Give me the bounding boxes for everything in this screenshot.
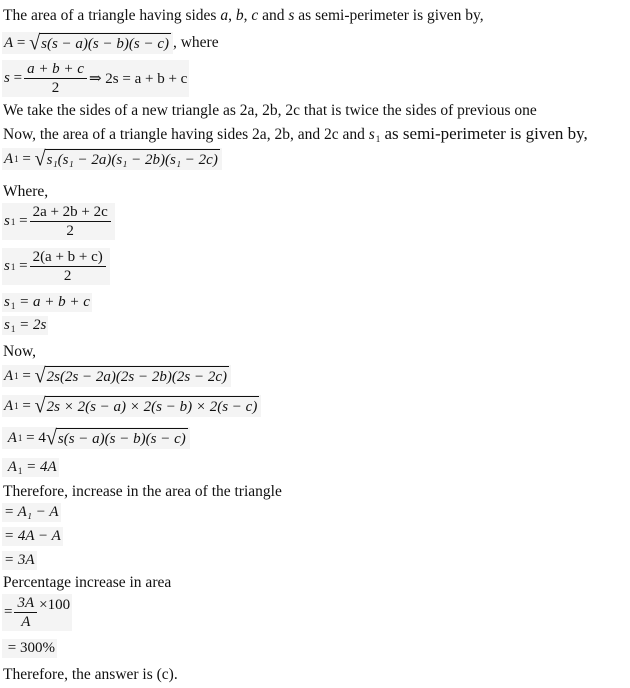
- where-label: Where,: [3, 183, 49, 200]
- intro-line: [3, 7, 484, 25]
- intro-text: The area of a triangle having sides: [3, 7, 221, 24]
- comma: ,: [228, 7, 236, 24]
- denominator: A: [21, 614, 31, 630]
- radicand: 2s × 2(s − a) × 2(s − b) × 2(s − c): [46, 399, 258, 415]
- var-c: c: [251, 7, 259, 24]
- now-text: Now, the area of a triangle having sides 2a, 2b, and 2c and: [3, 126, 369, 143]
- sqrt: √ s₁(s₁ − 2a)(s₁ − 2b)(s₁ − 2c): [34, 147, 218, 171]
- a1-result: $A_1 = 4A$: [2, 458, 59, 477]
- comma: ,: [243, 7, 252, 24]
- area-formula: A = √ s(s − a)(s − b)(s − c) , where: [4, 31, 219, 55]
- var-b: b: [235, 7, 244, 24]
- radicand: s(s − a)(s − b)(s − c): [57, 431, 186, 447]
- expression: = 4A − A: [4, 528, 61, 544]
- s1-formula-a: s 1 = $\frac{2a + 2b + 2c}{2}$: [2, 203, 115, 240]
- s1-formula-b: s 1 = $\frac{2(a + b + c)}{2}$: [2, 248, 110, 285]
- var-A: A: [4, 34, 14, 51]
- var-s: s: [4, 70, 10, 86]
- sqrt: √ s(s − a)(s − b)(s − c): [29, 31, 169, 55]
- increase-step-1: [2, 503, 61, 522]
- sqrt: √ s(s − a)(s − b)(s − c): [45, 426, 186, 450]
- numerator: 2(a + b + c): [30, 249, 106, 267]
- percentage-label: Percentage increase in area: [3, 574, 172, 591]
- percentage-result: [2, 639, 57, 658]
- radicand: s(s − a)(s − b)(s − c): [41, 36, 169, 52]
- sqrt: √ 2s(2s − 2a)(2s − 2b)(2s − 2c): [34, 364, 227, 388]
- denominator: 2: [63, 268, 72, 284]
- intro-tail: as semi-perimeter is given by,: [294, 7, 484, 24]
- increase-step-2: [2, 527, 63, 546]
- s1-formula-c: $s_1 = a + b + c$: [4, 294, 90, 311]
- final-answer: Therefore, the answer is (c).: [3, 666, 178, 683]
- now-area-line: Now, the area of a triangle having sides 2a, 2b, and 2c and $s_1$ as semi-perimeter is given by,: [3, 124, 588, 144]
- expression: = 4A: [26, 459, 57, 475]
- a1-step-3: A 1 = 4 √ s(s − a)(s − b)(s − c): [2, 427, 190, 449]
- s1-formula-d: $s_1 = 2s$: [4, 317, 47, 334]
- semi-perimeter-formula: s = $\frac{a + b + c}{2}$ ⇒ 2s = a + b + c: [4, 61, 188, 96]
- now-label: Now,: [3, 343, 37, 360]
- expression: = 3A: [4, 552, 35, 568]
- var-A: A: [4, 150, 14, 167]
- new-area-formula: A 1 = √ s₁(s₁ − 2a)(s₁ − 2b)(s₁ − 2c): [2, 148, 222, 170]
- now-tail: as semi-perimeter is given by,: [380, 124, 588, 143]
- fraction: [24, 61, 87, 96]
- radicand: s₁(s₁ − 2a)(s₁ − 2b)(s₁ − 2c): [46, 152, 218, 168]
- denominator: 2: [66, 223, 74, 239]
- expression: = a + b + c: [19, 294, 90, 310]
- var-s: s: [288, 7, 295, 24]
- increase-label: Therefore, increase in the area of the triangle: [3, 483, 282, 500]
- new-triangle-line: We take the sides of a new triangle as 2a, 2b, 2c that is twice the sides of previous one: [3, 102, 537, 119]
- numerator: a + b + c: [24, 61, 87, 79]
- numerator: 3A: [14, 595, 37, 613]
- expression: = 300%: [7, 640, 55, 656]
- fraction: [30, 204, 111, 239]
- a1-step-2: A 1 = √ 2s × 2(s − a) × 2(s − b) × 2(s − c): [2, 395, 261, 417]
- and-text: and: [258, 7, 289, 24]
- var-a: a: [220, 7, 229, 24]
- increase-step-3: [2, 551, 37, 570]
- numerator: 2a + 2b + 2c: [30, 204, 111, 222]
- fraction: [30, 249, 106, 284]
- expression: = 2s: [19, 317, 47, 333]
- percentage-formula: = $\frac{3A}{A}$ ×100: [4, 595, 71, 630]
- coefficient: = 4: [26, 429, 46, 446]
- fraction: [14, 595, 37, 630]
- denominator: 2: [51, 80, 60, 96]
- a1-step-1: A 1 = √ 2s(2s − 2a)(2s − 2b)(2s − 2c): [2, 365, 231, 387]
- where-text: , where: [172, 34, 219, 51]
- radicand: 2s(2s − 2a)(2s − 2b)(2s − 2c): [46, 369, 227, 385]
- sqrt: √ 2s × 2(s − a) × 2(s − b) × 2(s − c): [34, 394, 258, 418]
- multiplier: ×100: [39, 597, 71, 613]
- expression: = A₁ − A: [4, 504, 59, 520]
- implies-expression: ⇒ 2s = a + b + c: [88, 71, 188, 87]
- var-s1: s: [368, 126, 375, 143]
